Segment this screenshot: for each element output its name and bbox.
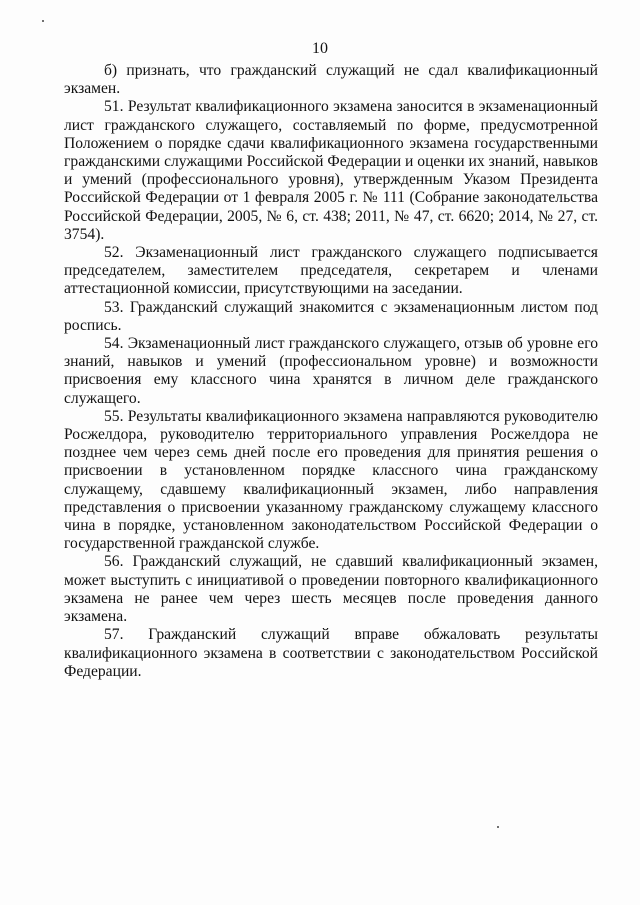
paragraph-55: 55. Результаты квалификационного экзамена направляются руководителю Росжелдора, руководителю территориального управления Росжелдора не позднее чем через семь дней после его проведения для принятия решения о присвоении в установленном порядке классного чина гражданскому служащему, сдавшему квалификационный экзамен, либо направления представления о присвоении указанному гражданскому служащему классного чина в порядке, установленном законодательством Российской Федерации о государственной гражданской службе. [64, 407, 598, 553]
scan-speck [497, 826, 499, 828]
document-body [64, 62, 598, 681]
paragraph-53: 53. Гражданский служащий знакомится с экзаменационным листом под роспись. [64, 298, 598, 334]
paragraph-56: 56. Гражданский служащий, не сдавший квалификационный экзамен, может выступить с инициативой о проведении повторного квалификационного экзамена не ранее чем через шесть месяцев после проведения данного экзамена. [64, 553, 598, 626]
paragraph-54: 54. Экзаменационный лист гражданского служащего, отзыв об уровне его знаний, навыков и умений (профессиональном уровне) и возможности присвоения ему классного чина хранятся в личном деле гражданского служащего. [64, 335, 598, 407]
scan-speck [42, 20, 44, 22]
paragraph-57: 57. Гражданский служащий вправе обжаловать результаты квалификационного экзамена в соответствии с законодательством Российской Федерации. [64, 626, 598, 680]
page-number: 10 [312, 40, 328, 57]
paragraph-b: б) признать, что гражданский служащий не сдал квалификационный экзамен. [64, 62, 598, 98]
paragraph-51: 51. Результат квалификационного экзамена заносится в экзаменационный лист гражданского служащего, составляемый по форме, предусмотренной Положением о порядке сдачи квалификационного экзамена государственными гражданскими служащими Российской Федерации и оценки их знаний, навыков и умений (профессионального уровня), утвержденным Указом Президента Российской Федерации от 1 февраля 2005 г. № 111 (Собрание законодательства Российской Федерации, 2005, № 6, ст. 438; 2011, № 47, ст. 6620; 2014, № 27, ст. 3754). [64, 98, 598, 243]
paragraph-52: 52. Экзаменационный лист гражданского служащего подписывается председателем, заместителем председателя, секретарем и членами аттестационной комиссии, присутствующими на заседании. [64, 244, 598, 298]
